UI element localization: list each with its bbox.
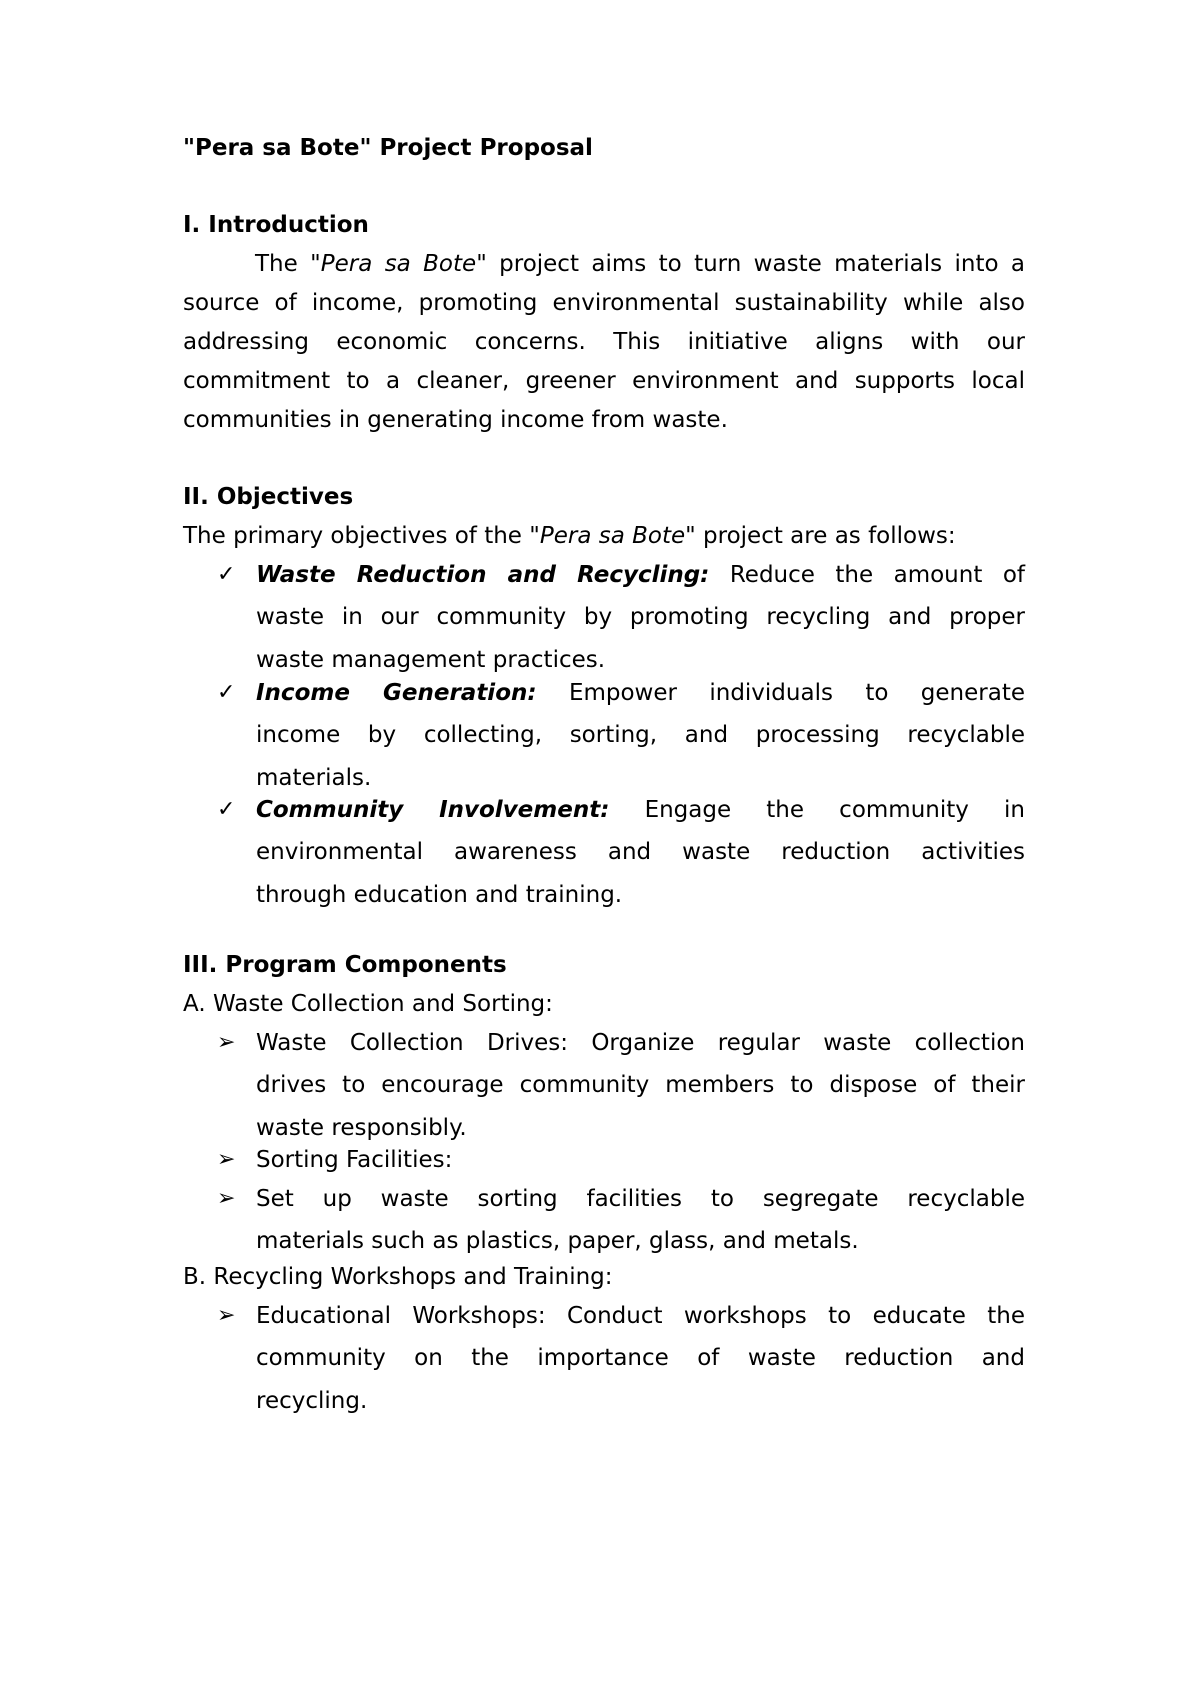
checkmark-icon: ✓ <box>217 680 236 705</box>
component-line: drives to encourage community members to dispose of their <box>256 1072 1025 1099</box>
objective-line: Waste Reduction and Recycling: Reduce the amount of <box>256 562 1025 588</box>
objective-label: Waste Reduction and Recycling: <box>256 562 710 588</box>
objective-line: waste in our community by promoting recycling and proper <box>256 604 1025 631</box>
component-line: Educational Workshops: Conduct workshops to educate the <box>256 1303 1025 1329</box>
arrowhead-bullet-icon: ➢ <box>217 1147 236 1172</box>
component-line: materials such as plastics, paper, glass, and metals. <box>256 1228 859 1255</box>
component-a-heading: A. Waste Collection and Sorting: <box>183 991 553 1017</box>
objective-label: Income Generation: <box>256 680 537 706</box>
objectives-lead: The primary objectives of the "Pera sa Bote" project are as follows: <box>183 523 956 549</box>
objectives-heading: II. Objectives <box>183 484 354 510</box>
objective-line: Income Generation: Empower individuals to generate <box>256 680 1025 706</box>
components-heading: III. Program Components <box>183 952 507 978</box>
component-b-heading: B. Recycling Workshops and Training: <box>183 1264 613 1290</box>
component-line: Set up waste sorting facilities to segregate recyclable <box>256 1186 1025 1212</box>
objective-line: materials. <box>256 764 372 791</box>
objective-label: Community Involvement: <box>256 797 610 823</box>
component-line: recycling. <box>256 1387 368 1414</box>
intro-line-5: communities in generating income from waste. <box>183 407 728 433</box>
component-line: waste responsibly. <box>256 1114 467 1141</box>
document-title: "Pera sa Bote" Project Proposal <box>183 135 593 161</box>
intro-heading: I. Introduction <box>183 212 369 238</box>
intro-line-2: source of income, promoting environmental sustainability while also <box>183 290 1025 316</box>
checkmark-icon: ✓ <box>217 797 236 822</box>
arrowhead-bullet-icon: ➢ <box>217 1303 236 1328</box>
checkmark-icon: ✓ <box>217 562 236 587</box>
objective-line: through education and training. <box>256 881 623 908</box>
component-line: Sorting Facilities: <box>256 1147 453 1173</box>
intro-line-1: The "Pera sa Bote" project aims to turn waste materials into a <box>255 251 1026 277</box>
component-line: community on the importance of waste reduction and <box>256 1345 1025 1372</box>
objective-line: income by collecting, sorting, and processing recyclable <box>256 722 1025 749</box>
intro-line-4: commitment to a cleaner, greener environment and supports local <box>183 368 1025 394</box>
arrowhead-bullet-icon: ➢ <box>217 1030 236 1055</box>
arrowhead-bullet-icon: ➢ <box>217 1186 236 1211</box>
component-line: Waste Collection Drives: Organize regular waste collection <box>256 1030 1025 1056</box>
objective-line: waste management practices. <box>256 646 606 673</box>
objective-line: environmental awareness and waste reduction activities <box>256 839 1025 866</box>
intro-line-3: addressing economic concerns. This initiative aligns with our <box>183 329 1025 355</box>
objective-line: Community Involvement: Engage the community in <box>256 797 1025 823</box>
